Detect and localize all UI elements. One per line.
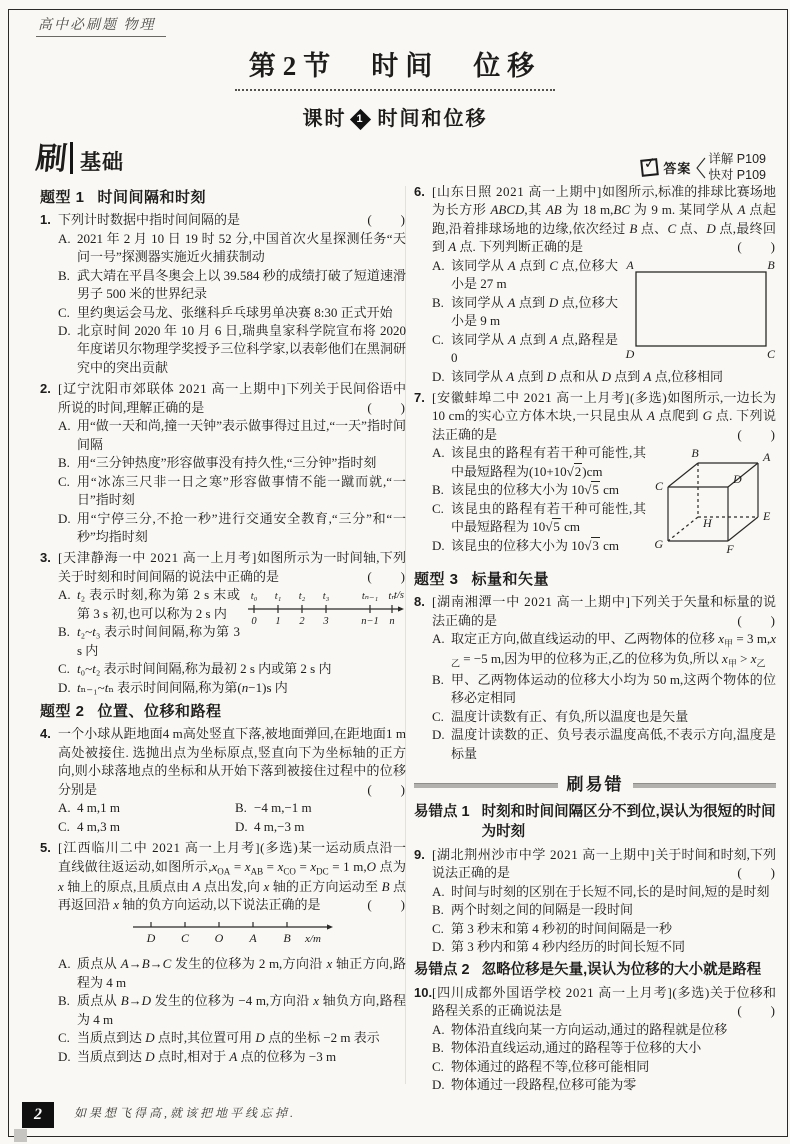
- option-key: D.: [58, 1048, 71, 1064]
- question-stem: [432, 593, 776, 630]
- option-D: [235, 818, 406, 836]
- option-key: A.: [58, 230, 71, 246]
- option-A: [432, 883, 776, 901]
- question-number: 5.: [40, 840, 51, 856]
- option-text: 该同学从 A 点到 C 点,位移大小是 27 m: [451, 257, 618, 292]
- option-key: D.: [432, 727, 445, 743]
- option-B: [58, 454, 406, 472]
- figure-label: t₁: [274, 591, 282, 603]
- option-text: 北京时间 2020 年 10 月 6 日,瑞典皇家科学院宣布将 2020 年度诺贝尔物理学奖授予三位科学家,以表彰他们在黑洞研究中的突出贡献: [77, 323, 406, 375]
- option-text: 用“宁停三分,不抢一秒”进行交通安全教育,“三分”和“一秒”均指时刻: [77, 510, 406, 544]
- option-key: B.: [58, 455, 70, 471]
- option-text: t₂ 表示时刻,称为第 2 s 末或第 3 s 初,也可以称为 2 s 内: [77, 587, 240, 621]
- option-D: [432, 726, 776, 763]
- option-text: 该昆虫的路程有若干种可能性,其中最短路程为 10√5 cm: [451, 500, 646, 535]
- option-key: D.: [58, 679, 71, 695]
- option-B: [432, 294, 776, 331]
- options: [432, 630, 776, 763]
- answer-check-page: 快对 P109: [708, 167, 766, 182]
- question-number: 9.: [414, 846, 425, 862]
- figure-label: O: [214, 930, 224, 945]
- question-stem: [58, 380, 406, 417]
- option-C: [58, 818, 229, 836]
- right-column: [414, 183, 776, 1097]
- option-A: [58, 417, 406, 454]
- option-B: [58, 992, 406, 1029]
- option-key: D.: [432, 938, 445, 954]
- mistake-label: 易错点 2: [414, 962, 470, 979]
- question-stem: [432, 183, 776, 257]
- banner-divider: [70, 142, 73, 174]
- option-B: [58, 623, 406, 660]
- option-B: [432, 901, 776, 919]
- question-number: 3.: [40, 550, 51, 566]
- option-B: [432, 1039, 776, 1057]
- figure-label: C: [180, 930, 190, 945]
- option-key: A.: [58, 418, 71, 434]
- option-C: [432, 708, 776, 726]
- question-text: 如图所示为一时间轴,下列关于时刻和时间间隔的说法中正确的是: [58, 550, 406, 584]
- checkbox-check-icon: [640, 158, 659, 177]
- option-D: [432, 938, 776, 956]
- option-key: C.: [432, 708, 444, 724]
- option-text: 时间与时刻的区别在于长短不同,长的是时间,短的是时刻: [451, 883, 770, 899]
- option-D: [58, 1048, 406, 1066]
- option-key: A.: [432, 257, 445, 273]
- option-D: [58, 679, 406, 697]
- question-7: [414, 389, 776, 565]
- option-text: 物体通过的路程不等,位移可能相同: [451, 1058, 650, 1074]
- option-key: A.: [58, 956, 71, 972]
- option-key: D.: [235, 818, 248, 834]
- option-key: A.: [58, 587, 71, 603]
- question-number: 1.: [40, 212, 51, 228]
- brace-icon: [696, 154, 706, 182]
- option-text: 该昆虫的路程有若干种可能性,其中最短路程为(10+10√2)cm: [451, 445, 646, 479]
- question-number: 4.: [40, 726, 51, 742]
- option-A: [58, 230, 406, 267]
- question-number: 6.: [414, 184, 425, 199]
- option-text: 当质点到达 D 点时,相对于 A 点的位移为 −3 m: [77, 1048, 337, 1064]
- option-text: 用“三分钟热度”形容做事没有持久性,“三分钟”指时刻: [77, 455, 377, 471]
- brush-logo-icon: 刷: [34, 140, 69, 176]
- options: [58, 417, 406, 546]
- option-text: 两个时刻之间的间隔是一段时间: [451, 902, 634, 918]
- option-text: 4 m,3 m: [77, 818, 120, 834]
- topic-title: 位置、位移和路程: [97, 703, 222, 721]
- option-text: 第 3 秒末和第 4 秒初的时间间隔是一秒: [451, 920, 673, 936]
- answer-detail-page: 详解 P109: [708, 152, 766, 166]
- option-key: C.: [58, 1030, 70, 1046]
- figure-label: D: [625, 346, 635, 360]
- page-number-badge: 2: [22, 1102, 54, 1128]
- option-key: B.: [235, 800, 247, 816]
- option-key: B.: [58, 624, 70, 640]
- question-source: [湖北荆州沙市中学 2021 高一上期中]: [432, 846, 656, 862]
- option-text: 2021 年 2 月 10 日 19 时 52 分,中国首次火星探测任务“天问一号”探测器实施近火捕获制动: [77, 230, 406, 265]
- topic-heading: [40, 701, 406, 722]
- figure-label: A: [763, 450, 771, 465]
- option-B: [432, 481, 776, 499]
- figure-label: 1: [275, 616, 281, 628]
- figure-label: A: [249, 930, 257, 945]
- figure-label: C: [654, 479, 663, 494]
- option-key: C.: [432, 331, 444, 347]
- option-B: [235, 799, 406, 817]
- question-stem: [432, 846, 776, 883]
- option-A: [58, 955, 406, 992]
- number-line-figure: [129, 918, 335, 948]
- option-D: [58, 510, 406, 547]
- option-key: D.: [432, 1076, 445, 1092]
- figure-label: t₀: [250, 591, 258, 603]
- figure-label: 0: [251, 616, 257, 628]
- lesson-prefix: 课时: [302, 108, 347, 130]
- option-text: 武大靖在平昌冬奥会上以 39.584 秒的成绩打破了短道速滑男子 500 米的世界纪录: [77, 267, 406, 302]
- option-key: B.: [432, 1040, 444, 1056]
- option-text: 取定正方向,做直线运动的甲、乙两物体的位移 $x_甲 = 3$ $m,x_乙 = -5$ m,因为甲的位移为正,乙的位移为负,所以 $x_甲 > x_乙$: [451, 631, 776, 669]
- multi-select-tag: (多选): [629, 389, 668, 405]
- option-text: 甲、乙两物体运动的位移大小均为 50 m,这两个物体的位移必定相同: [451, 671, 776, 706]
- option-B: [58, 267, 406, 304]
- option-D: [432, 1076, 776, 1094]
- figure-label: n−1: [361, 616, 379, 628]
- question-source: [天津静海一中 2021 高一上月考]: [58, 550, 257, 566]
- question-8: [414, 593, 776, 763]
- option-key: C.: [58, 818, 70, 834]
- figure-label: F: [726, 542, 734, 557]
- option-text: 温度计读数的正、负号表示温度高低,不表示方向,温度是标量: [451, 727, 776, 761]
- figure-container: [58, 918, 406, 953]
- answer-bracket: ( ): [367, 212, 406, 228]
- question-text: 关于时间和时刻,下列说法正确的是: [432, 846, 776, 881]
- option-text: 该昆虫的位移大小为 10√5 cm: [451, 482, 620, 498]
- topic-label: 题型 1: [40, 189, 85, 206]
- option-text: 4 m,1 m: [77, 800, 120, 816]
- question-source: [辽宁沈阳市郊联体 2021 高一上期中]: [58, 381, 287, 397]
- question-stem: [58, 725, 406, 799]
- footer-motto: 如果想飞得高,就该把地平线忘掉.: [74, 1106, 297, 1120]
- question-source: [山东日照 2021 高一上期中]: [432, 184, 602, 199]
- option-key: A.: [432, 1021, 445, 1037]
- option-D: [432, 368, 776, 386]
- option-text: 用“冰冻三尺非一日之寒”形容做事情不能一蹴而就,“一日”指时刻: [77, 473, 406, 508]
- option-key: C.: [432, 500, 444, 516]
- option-C: [58, 660, 406, 678]
- option-key: D.: [58, 510, 71, 526]
- answer-bracket: ( ): [367, 568, 406, 584]
- question-number: 8.: [414, 594, 425, 610]
- option-A: [432, 630, 776, 671]
- question-source: [湖南湘潭一中 2021 高一上期中]: [432, 594, 631, 610]
- question-1: [40, 211, 406, 377]
- figure-label: tₙ₋₁: [361, 591, 379, 603]
- figure-label: D: [733, 472, 742, 487]
- question-source: [四川成都外国语学校 2021 高一上月考]: [432, 984, 673, 1000]
- figure-label: B: [691, 446, 699, 461]
- option-C: [58, 304, 406, 322]
- question-stem: [432, 984, 776, 1021]
- answer-bracket: ( ): [737, 612, 776, 628]
- question-stem: [58, 211, 406, 229]
- options: [58, 955, 406, 1066]
- figure-label: t₃: [322, 591, 330, 603]
- option-text: 当质点到达 D 点时,其位置可用 D 点的坐标 −2 m 表示: [77, 1030, 380, 1046]
- lesson-title: 时间和位移: [377, 108, 488, 130]
- answers-label: 答案: [663, 161, 692, 177]
- figure-label: A: [626, 257, 634, 272]
- figure-label: n: [389, 616, 395, 628]
- option-text: 该同学从 A 点到 A 点,路程是 0: [451, 331, 618, 366]
- option-key: A.: [432, 445, 445, 461]
- option-text: 质点从 B→D 发生的位移为 −4 m,方向沿 x 轴负方向,路程为 4 m: [77, 993, 406, 1027]
- mistake-title: 忽略位移是矢量,误认为位移的大小就是路程: [481, 962, 762, 979]
- question-stem: [58, 839, 406, 915]
- answer-bracket: ( ): [737, 239, 776, 255]
- figure-label: G: [654, 537, 663, 552]
- question-5: [40, 839, 406, 1066]
- options: [432, 1021, 776, 1095]
- figure-label: tₙ: [388, 591, 396, 603]
- option-C: [58, 473, 406, 510]
- multi-select-tag: (多选): [672, 984, 710, 1000]
- question-3: [40, 549, 406, 697]
- topic-label: 题型 2: [40, 703, 85, 721]
- answer-bracket: ( ): [737, 1003, 776, 1019]
- options: [58, 799, 406, 836]
- option-key: D.: [432, 537, 445, 553]
- question-text: 下列关于民间俗语中所说的时间,理解正确的是: [58, 381, 406, 415]
- figure-label: 3: [323, 616, 329, 628]
- options: [432, 444, 776, 555]
- question-text: 如图所示,标准的排球比赛场地为长方形 ABCD,其 AB 为 18 m,BC 为 9 m. 某同学从 A 点起跑,沿着排球场地的边缘,依次经过 B 点、C 点、D 点,最终回到 A 点. 下列判断正确的是: [432, 184, 776, 255]
- figure-label: t₂: [298, 591, 306, 603]
- question-text: 一个小球从距地面4 m高处竖直下落,被地面弹回,在距地面1 m高处被接住. 选抛出点为坐标原点,竖直向下为坐标轴的正方向,则小球落地点的坐标和从开始下落到被接住过程中的位移分别是: [58, 726, 406, 797]
- figure-label: D: [146, 930, 156, 945]
- footer-gray-square: [14, 1129, 27, 1142]
- option-C: [432, 500, 776, 537]
- question-source: [江西临川二中 2021 高一上月考]: [58, 840, 261, 856]
- question-number: 7.: [414, 389, 425, 405]
- option-text: 质点从 A→B→C 发生的位移为 2 m,方向沿 x 轴正方向,路程为 4 m: [77, 956, 406, 990]
- option-key: A.: [432, 631, 445, 646]
- mistake-heading: [414, 802, 776, 843]
- figure-label: C: [766, 346, 776, 360]
- topic-label: 题型 3: [414, 570, 459, 588]
- question-text: 下列关于矢量和标量的说法正确的是: [432, 594, 776, 628]
- question-4: [40, 725, 406, 836]
- answer-bracket: ( ): [367, 399, 406, 415]
- error-section-divider: [414, 773, 776, 797]
- lesson-number: 1: [355, 113, 365, 125]
- options: [432, 883, 776, 957]
- option-C: [432, 1058, 776, 1076]
- option-text: t₀~t₂ 表示时间间隔,称为最初 2 s 内或第 2 s 内: [77, 661, 332, 677]
- option-key: C.: [58, 304, 70, 320]
- answer-bracket: ( ): [737, 426, 776, 442]
- question-2: [40, 380, 406, 546]
- topic-title: 标量和矢量: [471, 570, 550, 588]
- option-text: 4 m,−3 m: [254, 818, 305, 834]
- topic-heading: [40, 187, 406, 208]
- mistake-title: 时刻和时间间隔区分不到位,误认为很短的时间为时刻: [481, 804, 776, 841]
- option-text: 用“做一天和尚,撞一天钟”表示做事得过且过,“一天”指时间间隔: [77, 418, 406, 452]
- options: [58, 586, 406, 697]
- option-text: 里约奥运会马龙、张继科乒乓球男单决赛 8:30 正式开始: [77, 304, 393, 320]
- option-key: B.: [58, 267, 70, 283]
- option-key: A.: [432, 883, 445, 899]
- lesson-number-diamond-icon: [349, 109, 370, 130]
- option-text: 该同学从 A 点到 D 点,位移大小是 9 m: [451, 294, 618, 329]
- mistake-label: 易错点 1: [414, 804, 470, 821]
- option-key: C.: [58, 473, 70, 489]
- option-D: [58, 322, 406, 377]
- lesson-heading: [0, 102, 790, 131]
- option-A: [58, 799, 229, 817]
- options: [432, 257, 776, 386]
- figure-label: 2: [299, 616, 305, 628]
- divider-bar: [414, 783, 558, 788]
- question-number: 10.: [414, 984, 433, 1000]
- answer-reference: [641, 152, 766, 183]
- figure-label: x/m: [305, 932, 321, 945]
- question-source: [安徽蚌埠二中 2021 高一上月考]: [432, 389, 630, 405]
- option-key: C.: [432, 1058, 444, 1074]
- question-number: 2.: [40, 381, 51, 397]
- options: [58, 230, 406, 378]
- divider-bar: [633, 783, 777, 788]
- left-column: [40, 183, 406, 1069]
- option-B: [432, 671, 776, 708]
- mistake-heading: [414, 960, 776, 980]
- option-C: [58, 1029, 406, 1047]
- option-text: 物体沿直线运动,通过的路程等于位移的大小: [451, 1040, 702, 1056]
- option-key: C.: [432, 920, 444, 936]
- basics-section-banner: [36, 140, 124, 176]
- question-text: 某一运动质点沿一直线做往返运动,如图所示$,x_{OA} = x_{AB} = x_{CO} = x_{DC} = 1$ m,O 点为 x 轴上的原点,且质点由 A 点出发,向 x 轴的正方向运动至 B 点再返回沿 x 轴的负方向运动,以下说法正确的是: [58, 840, 406, 913]
- topic-heading: [414, 569, 776, 590]
- question-stem: [432, 389, 776, 444]
- multi-select-tag: (多选): [260, 840, 299, 856]
- option-key: B.: [432, 294, 444, 310]
- figure-label: B: [767, 257, 775, 272]
- option-D: [432, 537, 776, 555]
- topic-title: 时间间隔和时刻: [97, 189, 207, 206]
- figure-label: H: [703, 516, 712, 531]
- option-A: [58, 586, 406, 623]
- option-text: 物体沿直线向某一方向运动,通过的路程就是位移: [451, 1021, 728, 1037]
- option-text: 温度计读数有正、有负,所以温度也是矢量: [451, 708, 689, 724]
- section-title-text: 第2节 时间 位移: [235, 44, 556, 91]
- option-key: B.: [432, 482, 444, 498]
- figure-label: E: [763, 509, 771, 524]
- question-text: 关于位移和路程关系的正确说法是: [432, 984, 776, 1019]
- book-brand: 高中必刷题 物理: [36, 14, 166, 37]
- question-stem: [58, 549, 406, 586]
- option-key: D.: [58, 323, 71, 339]
- question-6: [414, 183, 776, 386]
- option-text: 物体通过一段路程,位移可能为零: [451, 1076, 637, 1092]
- option-A: [432, 257, 776, 294]
- option-text: 该昆虫的位移大小为 10√3 cm: [451, 537, 620, 553]
- section-title: [0, 44, 790, 91]
- error-section-label: 刷易错: [566, 774, 624, 794]
- figure-label: B: [283, 930, 291, 945]
- option-key: B.: [432, 671, 444, 687]
- basics-label: 基础: [80, 151, 124, 174]
- option-C: [432, 920, 776, 938]
- option-A: [432, 444, 776, 481]
- option-text: 该同学从 A 点到 D 点和从 D 点到 A 点,位移相同: [451, 368, 724, 384]
- option-key: A.: [58, 800, 71, 816]
- option-key: B.: [58, 993, 70, 1009]
- option-A: [432, 1021, 776, 1039]
- option-C: [432, 331, 776, 368]
- answer-bracket: ( ): [367, 781, 406, 797]
- question-text: 下列计时数据中指时间间隔的是: [58, 212, 241, 228]
- option-text: −4 m,−1 m: [254, 800, 312, 816]
- option-key: C.: [58, 661, 70, 677]
- option-key: B.: [432, 902, 444, 918]
- option-key: D.: [432, 368, 445, 384]
- question-9: [414, 846, 776, 957]
- question-text: 如图所示,一边长为10 cm的实心立方体木块,一只昆虫从 A 点爬到 G 点. 下列说法正确的是: [432, 389, 776, 442]
- figure-label: t/s: [394, 590, 404, 602]
- answer-bracket: ( ): [737, 865, 776, 881]
- answer-bracket: ( ): [367, 897, 406, 913]
- option-text: t₂~t₃ 表示时间间隔,称为第 3 s 内: [77, 624, 240, 658]
- option-text: tₙ₋₁~tₙ 表示时间间隔,称为第(n−1)s 内: [77, 679, 288, 695]
- option-text: 第 3 秒内和第 4 秒内经历的时间长短不同: [451, 938, 686, 954]
- question-10: [414, 984, 776, 1095]
